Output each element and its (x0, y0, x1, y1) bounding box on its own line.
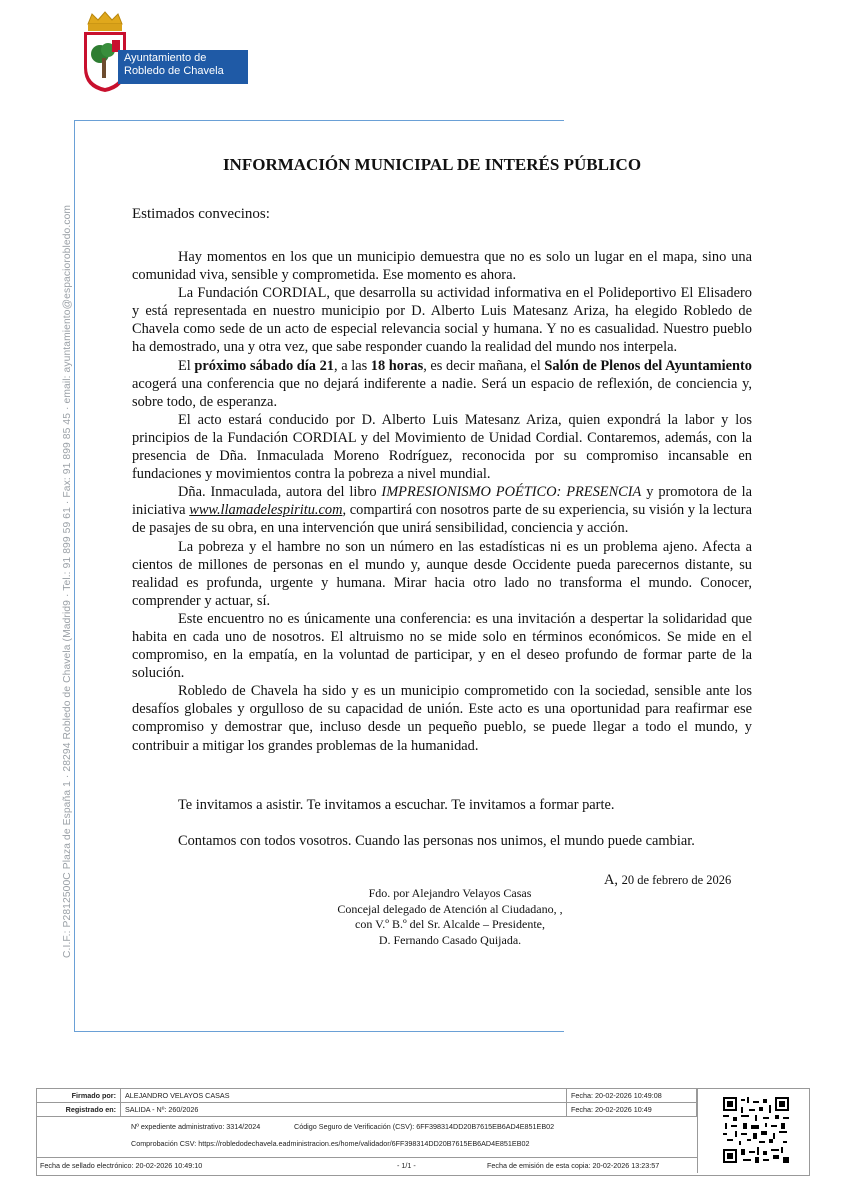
firmado-fecha: Fecha: 20-02-2026 10:49:08 (567, 1089, 697, 1102)
letter-body (132, 248, 752, 755)
side-contact-text: C.I.F.: P2812500C Plaza de España 1 · 28294 Robledo de Chavela (Madrid9 · Tel.: 91 899 59 61 · Fax: 91 899 85 45 · email: ayuntamiento@espaciorobledo.com (62, 204, 73, 958)
p3-text-a: El (178, 357, 195, 374)
footer-divider-3 (37, 1157, 697, 1158)
paragraph-8: Robledo de Chavela ha sido y es un municipio comprometido con la sociedad, sensible ante los desafíos globales y orgulloso de su capacidad de unión. Este acto es una oportunidad para reafirmar ese compromiso y demostrar que, incluso desde un pequeño pueblo, se puede llegar a todo el mundo, y contribuir a mitigar los grandes problemas de la humanidad. (132, 683, 752, 754)
footer-row-registrado (37, 1103, 809, 1116)
expediente-number: Nº expediente administrativo: 3314/2024 (131, 1122, 261, 1131)
paragraph-6: La pobreza y el hambre no son un número en las estadísticas ni es un problema ajeno. Afecta a cientos de millones de personas en el mundo y, aunque desde Occidente pueda parecernos distante, su realidad es profunda, urgente y humana. Mirar hacia otro lado no transforma el mundo. Conocer, comprender y actuar, sí. (132, 538, 752, 609)
paragraph-5 (132, 483, 752, 537)
footer-row-firmado (37, 1089, 809, 1102)
registrado-label: Registrado en: (37, 1103, 121, 1116)
greeting: Estimados convecinos: (132, 206, 270, 222)
paragraph-2: La Fundación CORDIAL, que desarrolla su actividad informativa en el Polideportivo El Elisadero y está representada en nuestro municipio por D. Alberto Luis Matesanz Ariza, ha elegido Robledo de Chavela como sede de un acto de especial relevancia social y humana. Y no es casualidad. Nuestro pueblo ha demostrado, una y otra vez, que sabe responder cuando la realidad del mundo nos interpela. (132, 285, 752, 356)
p3-text-g: acogerá una conferencia que no dejará indiferente a nadie. Será un espacio de reflexión, de conciencia y, sobre todo, de esperanza. (132, 375, 752, 410)
p5-text-e: , compartirá con nosotros parte de su experiencia, su visión y la lectura de pasajes de su obra, en una intervención que unirá sensibilidad, conciencia y acción. (132, 502, 752, 537)
closing-line-2: Contamos con todos vosotros. Cuando las personas nos unimos, el mundo puede cambiar. (178, 833, 695, 849)
firmado-label: Firmado por: (37, 1089, 121, 1102)
signature-line-4: D. Fernando Casado Quijada. (378, 932, 522, 947)
p3-time: 18 horas (370, 357, 424, 374)
firmado-value: ALEJANDRO VELAYOS CASAS (121, 1089, 567, 1102)
qr-code-icon (723, 1097, 789, 1163)
p5-text-a: Dña. Inmaculada, autora del libro (178, 484, 382, 501)
emision-date: Fecha de emisión de esta copia: 20-02-2026 13:23:57 (487, 1161, 660, 1170)
logo-text (124, 52, 224, 78)
p3-venue: Salón de Plenos del Ayuntamiento (544, 357, 753, 374)
date-prefix: A, (604, 872, 622, 888)
csv-verification-url[interactable]: Comprobación CSV: https://robledodechavela.eadministracion.es/home/validador/6FF398314DD20B7615EB6AD4E851EB02 (131, 1139, 530, 1148)
frame-top-line (74, 120, 564, 121)
registrado-fecha: Fecha: 20-02-2026 10:49 (567, 1103, 697, 1116)
p5-book-title: IMPRESIONISMO POÉTICO: PRESENCIA (381, 484, 642, 501)
signature-line-2: Concejal delegado de Atención al Ciudadano, , (337, 901, 563, 916)
paragraph-1: Hay momentos en los que un municipio demuestra que no es solo un lugar en el mapa, sino una comunidad viva, sensible y comprometida. Ese momento es ahora. (132, 249, 752, 284)
paragraph-7: Este encuentro no es únicamente una conferencia: es una invitación a despertar la solidaridad que habita en cada uno de nosotros. El altruismo no se mide solo en términos económicos. Se mide en el compromiso, en la empatía, en la voluntad de participar, y en el deseo profundo de formar parte de la solución. (132, 610, 752, 682)
sellado-date: Fecha de sellado electrónico: 20-02-2026 10:49:10 (40, 1161, 203, 1170)
page-title: INFORMACIÓN MUNICIPAL DE INTERÉS PÚBLICO (222, 155, 642, 174)
frame-left-line (74, 120, 75, 1031)
closing-line-1: Te invitamos a asistir. Te invitamos a escuchar. Te invitamos a formar parte. (178, 797, 615, 813)
p3-text-c: , a las (333, 357, 371, 374)
signature-block (300, 886, 600, 948)
page-number: - 1/1 - (397, 1161, 416, 1170)
signature-validation-footer (36, 1088, 810, 1176)
logo-line-1: Ayuntamiento de (124, 52, 207, 64)
footer-qr-divider (697, 1089, 698, 1173)
p3-text-e: , es decir mañana, el (423, 357, 545, 374)
p5-website-link[interactable]: www.llamadelespiritu.com (189, 502, 343, 519)
date-value: 20 de febrero de 2026 (621, 873, 732, 887)
frame-bottom-line (74, 1031, 564, 1032)
registrado-value: SALIDA - Nº: 260/2026 (121, 1103, 567, 1116)
logo-line-2: Robledo de Chavela (124, 65, 224, 77)
paragraph-4: El acto estará conducido por D. Alberto Luis Matesanz Ariza, quien expondrá la labor y los principios de la Fundación CORDIAL y del Movimiento de Unidad Cordial. Contaremos, además, con la presencia de Dña. Inmaculada Moreno Rodríguez, reconocida por su compromiso incansable en fundaciones y movimientos contra la pobreza a nivel mundial. (132, 411, 752, 483)
municipal-logo (78, 10, 253, 95)
paragraph-3 (132, 357, 752, 411)
p5-text-c: y promotora de la iniciativa (132, 484, 752, 519)
csv-code: Código Seguro de Verificación (CSV): 6FF398314DD20B7615EB6AD4E851EB02 (294, 1122, 555, 1131)
footer-divider-2 (37, 1116, 697, 1117)
signature-line-3: con V.º B.º del Sr. Alcalde – Presidente, (355, 917, 545, 931)
letter-date (604, 872, 731, 889)
signature-line-1: Fdo. por Alejandro Velayos Casas (368, 886, 532, 900)
p3-date: próximo sábado día 21 (194, 357, 334, 374)
